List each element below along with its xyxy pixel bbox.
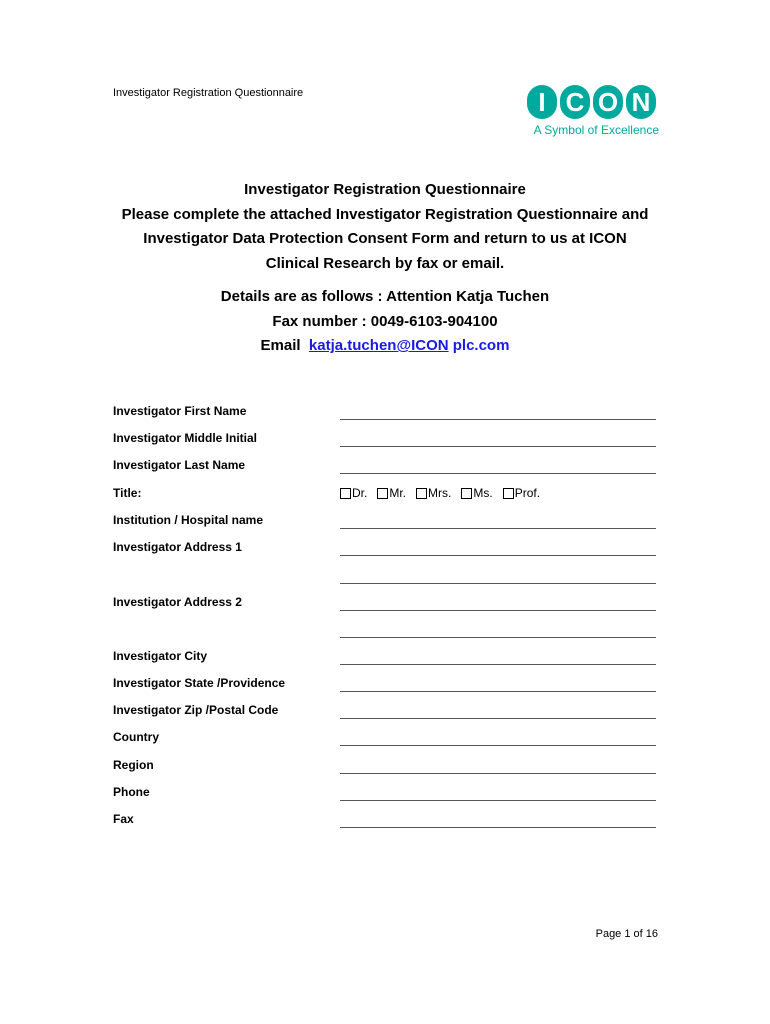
address2-field xyxy=(113,591,656,611)
email-label: Email xyxy=(260,337,301,354)
checkbox-icon[interactable] xyxy=(340,488,351,499)
address1-input-line-2[interactable] xyxy=(340,583,656,584)
icon-logo xyxy=(527,85,659,137)
contact-fax: Fax number : 0049-6103-904100 xyxy=(272,312,498,330)
fax-field xyxy=(113,808,656,828)
address1-input-line[interactable] xyxy=(340,555,656,556)
first-name-input-line[interactable] xyxy=(340,419,656,420)
city-field xyxy=(113,645,656,665)
middle-initial-label: Investigator Middle Initial xyxy=(113,431,258,445)
title-field xyxy=(113,482,656,502)
intro-title: Investigator Registration Questionnaire xyxy=(244,181,526,198)
country-field xyxy=(113,726,656,746)
address2-label: Investigator Address 2 xyxy=(113,595,242,609)
country-label: Country xyxy=(113,730,159,744)
title-option-dr[interactable] xyxy=(340,486,367,500)
address1-label: Investigator Address 1 xyxy=(113,540,242,554)
email-suffix[interactable]: plc.com xyxy=(452,337,510,354)
logo-letters xyxy=(527,85,659,119)
title-option-ms[interactable] xyxy=(461,486,492,500)
title-option-label: Mr. xyxy=(389,486,407,500)
address2-input-line[interactable] xyxy=(340,610,656,611)
intro-line-1: Please complete the attached Investigator Registration Questionnaire and xyxy=(121,205,649,223)
logo-letter-o: O xyxy=(593,85,623,119)
zip-field xyxy=(113,699,656,719)
fax-label: Fax xyxy=(113,812,134,826)
last-name-input-line[interactable] xyxy=(340,473,656,474)
title-options xyxy=(340,486,540,500)
country-input-line[interactable] xyxy=(340,745,656,746)
address2-input-line-2[interactable] xyxy=(340,637,656,638)
title-option-mr[interactable] xyxy=(377,486,406,500)
region-label: Region xyxy=(113,758,154,772)
zip-input-line[interactable] xyxy=(340,718,656,719)
address2-line2-field xyxy=(113,618,656,638)
middle-initial-field xyxy=(113,427,656,447)
checkbox-icon[interactable] xyxy=(461,488,472,499)
checkbox-icon[interactable] xyxy=(377,488,388,499)
title-label: Title: xyxy=(113,486,142,500)
logo-letter-n: N xyxy=(626,85,656,119)
first-name-label: Investigator First Name xyxy=(113,404,247,418)
last-name-label: Investigator Last Name xyxy=(113,458,246,472)
contact-email xyxy=(100,334,670,359)
phone-field xyxy=(113,781,656,801)
logo-tagline: A Symbol of Excellence xyxy=(533,123,659,137)
address1-field xyxy=(113,536,656,556)
contact-block xyxy=(100,285,670,359)
institution-input-line[interactable] xyxy=(340,528,656,529)
intro-line-3: Clinical Research by fax or email. xyxy=(265,254,505,272)
institution-label: Institution / Hospital name xyxy=(113,513,264,527)
document-header-label: Investigator Registration Questionnaire xyxy=(113,87,304,99)
title-option-label: Dr. xyxy=(352,486,368,500)
title-option-label: Prof. xyxy=(514,486,541,500)
page-number: Page 1 of 16 xyxy=(595,928,658,940)
title-option-label: Mrs. xyxy=(428,486,452,500)
zip-label: Investigator Zip /Postal Code xyxy=(113,703,279,717)
intro-line-2: Investigator Data Protection Consent Form and return to us at ICON xyxy=(143,230,627,247)
first-name-field xyxy=(113,400,656,420)
state-field xyxy=(113,672,656,692)
fax-input-line[interactable] xyxy=(340,827,656,828)
city-input-line[interactable] xyxy=(340,664,656,665)
title-option-label: Ms. xyxy=(473,486,493,500)
email-link[interactable]: katja.tuchen@ICON xyxy=(308,337,449,354)
last-name-field xyxy=(113,454,656,474)
phone-input-line[interactable] xyxy=(340,800,656,801)
region-field xyxy=(113,754,656,774)
institution-field xyxy=(113,509,656,529)
contact-details: Details are as follows : Attention Katja Tuchen xyxy=(220,288,550,305)
title-option-mrs[interactable] xyxy=(416,486,451,500)
city-label: Investigator City xyxy=(113,649,208,663)
region-input-line[interactable] xyxy=(340,773,656,774)
checkbox-icon[interactable] xyxy=(416,488,427,499)
state-input-line[interactable] xyxy=(340,691,656,692)
phone-label: Phone xyxy=(113,785,150,799)
title-option-prof[interactable] xyxy=(503,486,540,500)
intro-block xyxy=(100,178,670,276)
middle-initial-input-line[interactable] xyxy=(340,446,656,447)
checkbox-icon[interactable] xyxy=(503,488,514,499)
logo-letter-c: C xyxy=(560,85,590,119)
address1-line2-field xyxy=(113,564,656,584)
state-label: Investigator State /Providence xyxy=(113,676,286,690)
logo-letter-i: I xyxy=(527,85,557,119)
